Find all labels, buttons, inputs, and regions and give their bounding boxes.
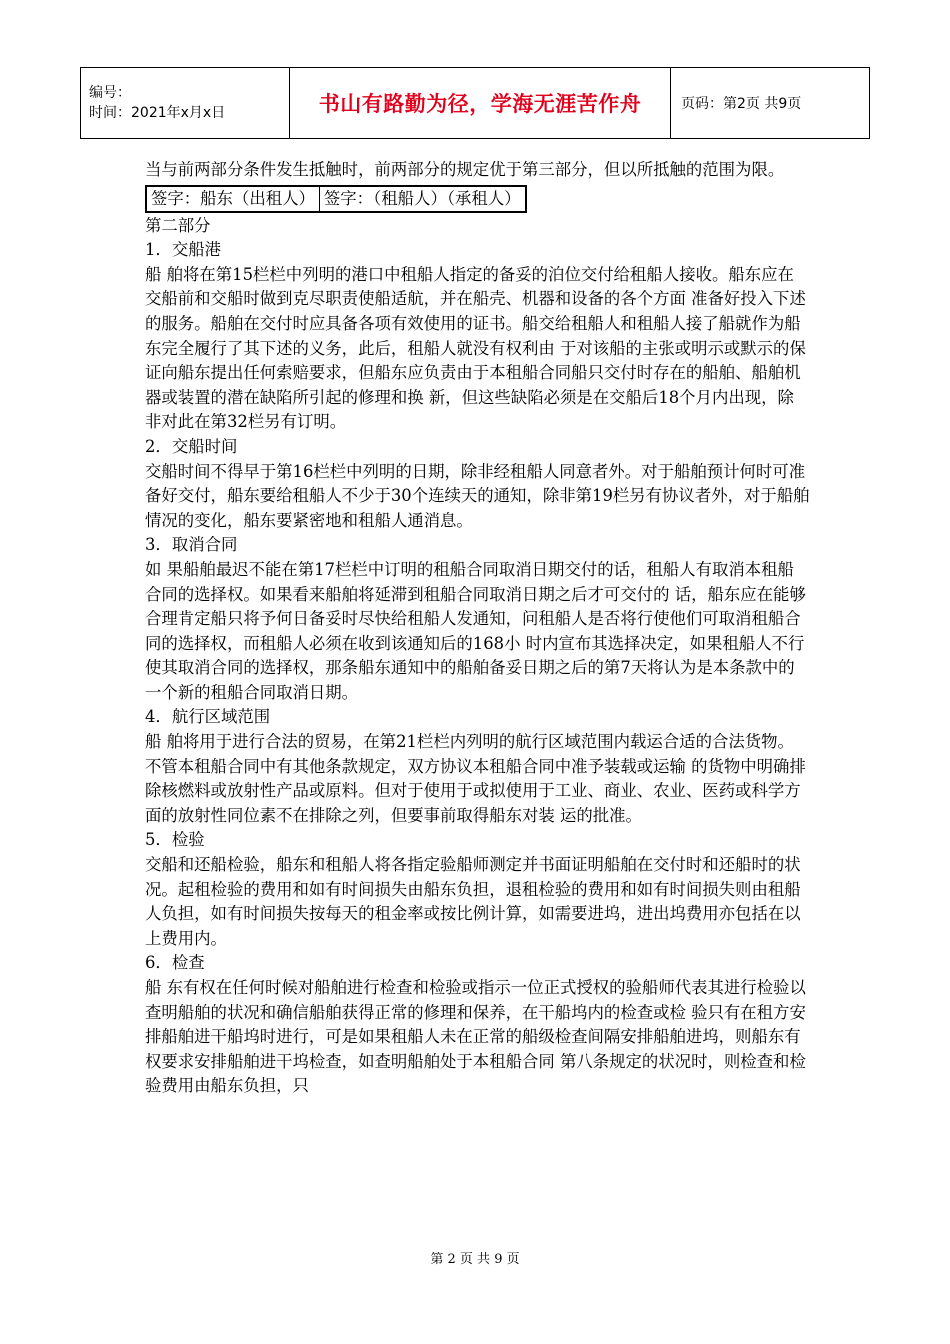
header-motto: 书山有路勤为径，学海无涯苦作舟 — [290, 68, 671, 139]
section-heading: 1．交船港 — [145, 240, 221, 260]
header-page-number: 页码：第2页 共9页 — [671, 68, 870, 139]
signature-table — [145, 185, 527, 213]
section-body: 如 果船舶最迟不能在第17栏栏中订明的租船合同取消日期交付的话，租船人有取消本租船合同的选择权。如果看来船舶将延滞到租船合同取消日期之后才可交付的 话，船东应在能够合理肯定船只将予何日备妥时尽快给租船人发通知，问租船人是否将行使他们可取消租船合同的选择权，而租船人必须在收到该通知后的168小 时内宣布其选择决定，如果租船人不行使其取消合同的选择权，那条船东通知中的船舶备妥日期之后的第7天将认为是本条款中的一个新的租船合同取消日期。 — [145, 559, 806, 702]
header-meta-cell — [81, 68, 290, 139]
section-heading: 2．交船时间 — [145, 436, 238, 456]
owner-signature-cell: 签字：船东（出租人） — [146, 186, 319, 212]
section-heading: 5．检验 — [145, 830, 205, 850]
page-footer: 第 2 页 共 9 页 — [430, 1252, 520, 1267]
section-body: 船 舶将在第15栏栏中列明的港口中租船人指定的备妥的泊位交付给租船人接收。船东应在交船前和交船时做到克尽职责使船适航，并在船壳、机器和设备的各个方面 准备好投入下述的服务。船舶在交付时应具备各项有效使用的证书。船交给租船人和租船人接了船就作为船东完全履行了其下述的义务，此后，租船人就没有权利由 于对该船的主张或明示或默示的保证向船东提出任何索赔要求，但船东应负责由于本租船合同船只交付时存在的船舶、船舶机器或装置的潜在缺陷所引起的修理和换 新，但这些缺陷必须是在交船后18个月内出现，除非对此在第32栏另有订明。 — [145, 264, 806, 432]
section-heading: 4．航行区域范围 — [145, 707, 271, 727]
section-body: 交船和还船检验，船东和租船人将各指定验船师测定并书面证明船舶在交付时和还船时的状况。起租检验的费用和如有时间损失由船东负担，退租检验的费用和如有时间损失则由租船人负担，如有时间损失按每天的租金率或按比例计算，如需要进坞，进出坞费用亦包括在以上费用内。 — [145, 855, 801, 948]
section-heading: 6．检查 — [145, 953, 205, 973]
section-body: 船 舶将用于进行合法的贸易，在第21栏栏内列明的航行区域范围内载运合适的合法货物。不管本租船合同中有其他条款规定，双方协议本租船合同中准予装载或运输 的货物中明确排除核燃料或放射性产品或原料。但对于使用于或拟使用于工业、商业、农业、医药或科学方面的放射性同位素不在排除之列，但要事前取得船东对装 运的批准。 — [145, 732, 806, 825]
section-body: 交船时间不得早于第16栏栏中列明的日期，除非经租船人同意者外。对于船舶预计何时可准备好交付，船东要给租船人不少于30个连续天的通知，除非第19栏另有协议者外，对于船舶情况的变化，船东要紧密地和租船人通消息。 — [145, 461, 810, 530]
part-title: 第二部分 — [145, 215, 211, 235]
charterer-signature-cell: 签字：（租船人）（承租人） — [319, 186, 525, 212]
intro-paragraph: 当与前两部分条件发生抵触时，前两部分的规定优于第三部分，但以所抵触的范围为限。 — [145, 160, 785, 179]
serial-number-label: 编号： — [89, 85, 131, 101]
date-label: 时间：2021年x月x日 — [89, 105, 226, 121]
section-body: 船 东有权在任何时候对船舶进行检查和检验或指示一位正式授权的验船师代表其进行检验以查明船舶的状况和确信船舶获得正常的修理和保养，在干船坞内的检查或检 验只有在租方安排船舶进干船坞时进行，可是如果租船人未在正常的船级检查间隔安排船舶进坞，则船东有权要求安排船舶进干坞检查，如查明船舶处于本租船合同 第八条规定的状况时，则检查和检验费用由船东负担，只 — [145, 978, 806, 1096]
section-heading: 3．取消合同 — [145, 535, 238, 555]
document-body — [145, 158, 810, 1099]
page-header — [80, 67, 870, 139]
